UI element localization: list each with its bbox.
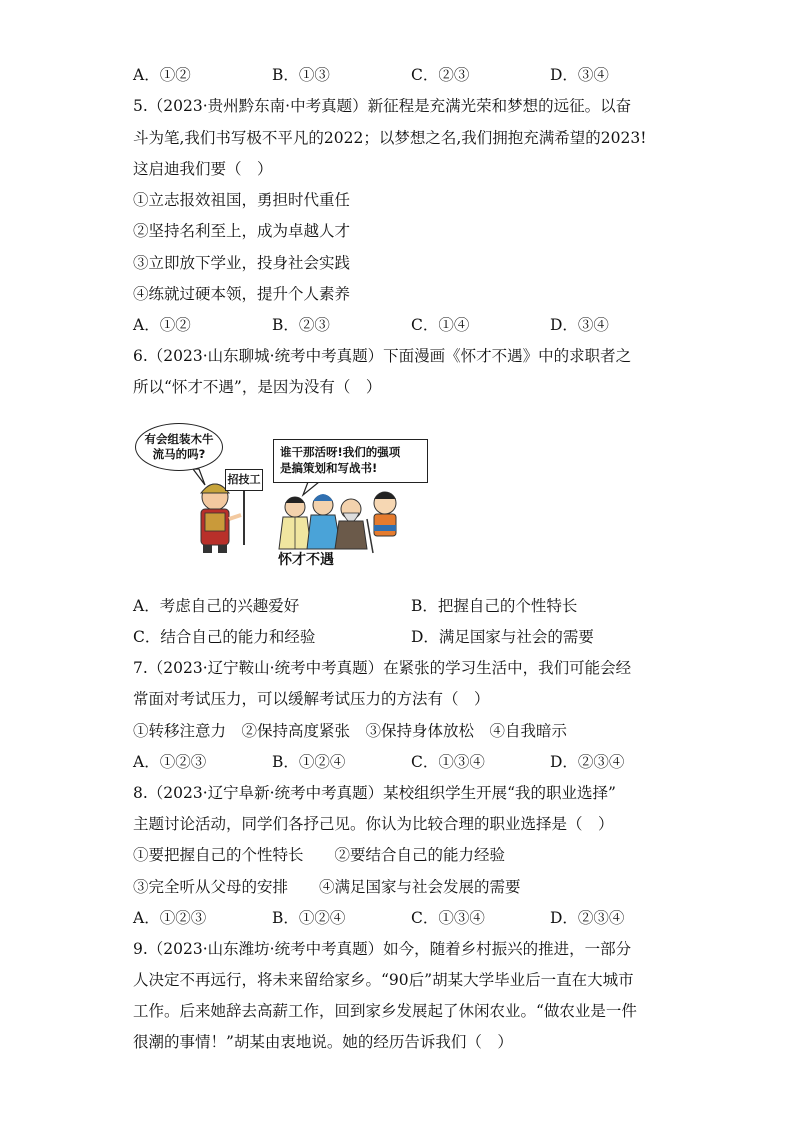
- recruitment-sign: 招技工: [225, 469, 263, 491]
- q9-stem-line-3: 工作。后来她辞去高薪工作，回到家乡发展起了休闲农业。“做农业是一件: [133, 1002, 637, 1020]
- option-d[interactable]: D．③④: [550, 66, 609, 84]
- option-a[interactable]: A．①②③: [133, 753, 207, 771]
- q5-stem-line-1: 5.（2023·贵州黔东南·中考真题）新征程是充满光荣和梦想的远征。以奋: [133, 97, 632, 115]
- option-a[interactable]: A．考虑自己的兴趣爱好: [133, 597, 300, 615]
- q5-statement-4: ④练就过硬本领，提升个人素养: [133, 285, 351, 303]
- q8-options: [133, 907, 653, 929]
- q8-statements-line-2: ③完全听从父母的安排 ④满足国家与社会发展的需要: [133, 878, 521, 896]
- q8-stem-line-2: 主题讨论活动，同学们各抒己见。你认为比较合理的职业选择是（ ）: [133, 815, 614, 833]
- speech-bubble-general: [135, 423, 223, 471]
- prev-question-options: [133, 64, 653, 86]
- option-a[interactable]: A．①②③: [133, 909, 207, 927]
- q6-stem-line-1: 6.（2023·山东聊城·统考中考真题）下面漫画《怀才不遇》中的求职者之: [133, 347, 632, 365]
- q5-statement-1: ①立志报效祖国，勇担时代重任: [133, 191, 351, 209]
- option-d[interactable]: D．②③④: [550, 753, 625, 771]
- applicant-4-icon: [374, 492, 396, 536]
- q5-statement-2: ②坚持名利至上，成为卓越人才: [133, 222, 351, 240]
- q6-options-row-2: [133, 626, 653, 648]
- bubble-general-line-2: 流马的吗?: [152, 447, 206, 461]
- q6-options-row-1: [133, 595, 653, 617]
- q9-stem-line-1: 9.（2023·山东潍坊·统考中考真题）如今，随着乡村振兴的推进，一部分: [133, 940, 632, 958]
- option-b[interactable]: B．①③: [272, 66, 330, 84]
- speech-bubble-applicants: [273, 439, 428, 483]
- q6-stem-line-2: 所以“怀才不遇”，是因为没有（ ）: [133, 378, 382, 396]
- cartoon-image: [133, 415, 433, 575]
- option-c[interactable]: C．①④: [411, 316, 470, 334]
- q5-stem-line-3: 这启迪我们要（ ）: [133, 160, 273, 178]
- applicant-1-icon: [279, 497, 311, 549]
- option-b[interactable]: B．①②④: [272, 753, 346, 771]
- option-a[interactable]: A．①②: [133, 316, 191, 334]
- option-b[interactable]: B．②③: [272, 316, 330, 334]
- option-d[interactable]: D．②③④: [550, 909, 625, 927]
- bubble-applicants-line-2: 是搞策划和写战书!: [280, 461, 378, 475]
- q5-options: [133, 314, 653, 336]
- q5-stem-line-2: 斗为笔,我们书写极不平凡的2022；以梦想之名,我们拥抱充满希望的2023!: [133, 129, 647, 147]
- q7-stem-line-2: 常面对考试压力，可以缓解考试压力的方法有（ ）: [133, 690, 490, 708]
- option-c[interactable]: C．①③④: [411, 753, 485, 771]
- option-c[interactable]: C．结合自己的能力和经验: [133, 628, 316, 646]
- cartoon-caption: 怀才不遇: [278, 552, 334, 568]
- bubble-general-line-1: 有会组装木牛: [144, 432, 214, 446]
- option-d[interactable]: D．③④: [550, 316, 609, 334]
- q7-options: [133, 751, 653, 773]
- q9-stem-line-4: 很潮的事情！”胡某由衷地说。她的经历告诉我们（ ）: [133, 1033, 513, 1051]
- option-a[interactable]: A．①②: [133, 66, 191, 84]
- option-c[interactable]: C．②③: [411, 66, 470, 84]
- bubble-applicants-line-1: 谁干那活呀!我们的强项: [280, 445, 401, 459]
- option-b[interactable]: B．把握自己的个性特长: [411, 597, 578, 615]
- applicant-3-icon: [335, 499, 373, 553]
- option-d[interactable]: D．满足国家与社会的需要: [411, 628, 594, 646]
- option-c[interactable]: C．①③④: [411, 909, 485, 927]
- q7-statements: ①转移注意力 ②保持高度紧张 ③保持身体放松 ④自我暗示: [133, 722, 568, 740]
- general-figure-icon: [201, 484, 241, 553]
- q8-stem-line-1: 8.（2023·辽宁阜新·统考中考真题）某校组织学生开展“我的职业选择”: [133, 784, 616, 802]
- option-b[interactable]: B．①②④: [272, 909, 346, 927]
- q9-stem-line-2: 人决定不再远行，将未来留给家乡。“90后”胡某大学毕业后一直在大城市: [133, 971, 634, 989]
- q8-statements-line-1: ①要把握自己的个性特长 ②要结合自己的能力经验: [133, 846, 506, 864]
- q5-statement-3: ③立即放下学业，投身社会实践: [133, 254, 351, 272]
- q7-stem-line-1: 7.（2023·辽宁鞍山·统考中考真题）在紧张的学习生活中，我们可能会经: [133, 659, 632, 677]
